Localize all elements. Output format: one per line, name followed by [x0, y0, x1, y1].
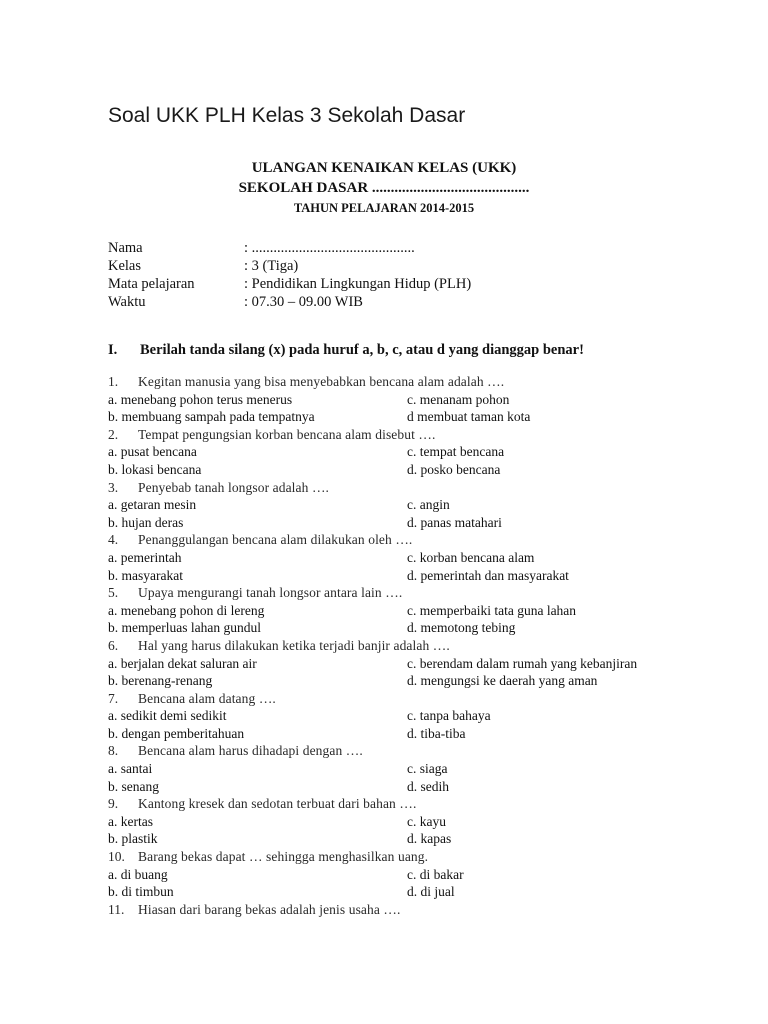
info-label: Nama — [108, 240, 143, 256]
option-c[interactable]: c. angin — [407, 497, 450, 513]
option-c[interactable]: c. memperbaiki tata guna lahan — [407, 602, 577, 618]
question-line — [108, 427, 688, 445]
question-number: 8. — [108, 743, 119, 759]
question-number: 6. — [108, 637, 119, 653]
question-text: Hal yang harus dilakukan ketika terjadi banjir adalah …. — [138, 637, 450, 653]
option-d[interactable]: d. tiba-tiba — [407, 725, 466, 741]
option-row — [108, 673, 688, 691]
option-row — [108, 656, 688, 674]
option-d[interactable]: d. panas matahari — [407, 514, 502, 530]
info-row-mata-pelajaran — [108, 276, 668, 294]
option-row — [108, 515, 688, 533]
question-text: Barang bekas dapat … sehingga menghasilkan uang. — [138, 849, 429, 865]
option-a[interactable]: a. berjalan dekat saluran air — [108, 655, 257, 671]
option-row — [108, 831, 688, 849]
question-number: 3. — [108, 479, 119, 495]
info-label: Mata pelajaran — [108, 276, 195, 292]
option-a[interactable]: a. santai — [108, 761, 153, 777]
info-row-nama — [108, 240, 668, 258]
option-a[interactable]: a. pemerintah — [108, 549, 182, 565]
question-text: Penyebab tanah longsor adalah …. — [138, 479, 330, 495]
option-row — [108, 814, 688, 832]
question-item — [108, 585, 688, 638]
question-text: Tempat pengungsian korban bencana alam disebut …. — [138, 426, 436, 442]
option-d[interactable]: d. memotong tebing — [407, 620, 516, 636]
option-b[interactable]: b. memperluas lahan gundul — [108, 620, 261, 636]
question-item — [108, 427, 688, 480]
option-row — [108, 761, 688, 779]
question-text: Penanggulangan bencana alam dilakukan oleh …. — [138, 532, 413, 548]
info-row-kelas — [108, 258, 668, 276]
academic-year: TAHUN PELAJARAN 2014-2015 — [293, 201, 475, 215]
option-c[interactable]: c. kayu — [407, 813, 446, 829]
exam-heading: ULANGAN KENAIKAN KELAS (UKK) — [251, 160, 517, 176]
question-line — [108, 743, 688, 761]
question-number: 4. — [108, 532, 119, 548]
question-line — [108, 902, 688, 920]
question-line — [108, 480, 688, 498]
question-text: Hiasan dari barang bekas adalah jenis usaha …. — [138, 901, 401, 917]
option-b[interactable]: b. lokasi bencana — [108, 461, 202, 477]
question-line — [108, 638, 688, 656]
info-value: : Pendidikan Lingkungan Hidup (PLH) — [244, 276, 472, 292]
option-b[interactable]: b. masyarakat — [108, 567, 183, 583]
info-value: : ............................................. — [244, 240, 415, 256]
option-row — [108, 603, 688, 621]
question-line — [108, 691, 688, 709]
question-number: 11. — [108, 901, 125, 917]
option-row — [108, 884, 688, 902]
option-d[interactable]: d. mengungsi ke daerah yang aman — [407, 673, 598, 689]
option-b[interactable]: b. berenang-renang — [108, 673, 213, 689]
question-item — [108, 532, 688, 585]
question-line — [108, 796, 688, 814]
question-item — [108, 743, 688, 796]
option-a[interactable]: a. sedikit demi sedikit — [108, 708, 227, 724]
option-c[interactable]: c. korban bencana alam — [407, 549, 535, 565]
option-b[interactable]: b. plastik — [108, 831, 158, 847]
option-row — [108, 779, 688, 797]
question-number: 5. — [108, 585, 119, 601]
info-label: Kelas — [108, 258, 142, 274]
section-number: I. — [108, 342, 118, 358]
option-b[interactable]: b. membuang sampah pada tempatnya — [108, 409, 315, 425]
question-line — [108, 849, 688, 867]
question-item — [108, 638, 688, 691]
option-row — [108, 620, 688, 638]
info-value: : 07.30 – 09.00 WIB — [244, 294, 363, 310]
document-title: Soal UKK PLH Kelas 3 Sekolah Dasar — [108, 104, 466, 127]
question-number: 2. — [108, 426, 119, 442]
section-text: Berilah tanda silang (x) pada huruf a, b, c, atau d yang dianggap benar! — [140, 342, 584, 358]
option-c[interactable]: c. tempat bencana — [407, 444, 505, 460]
question-list — [108, 374, 688, 919]
option-c[interactable]: c. di bakar — [407, 866, 464, 882]
question-item — [108, 796, 688, 849]
option-d[interactable]: d. pemerintah dan masyarakat — [407, 567, 569, 583]
option-d[interactable]: d. kapas — [407, 831, 452, 847]
option-a[interactable]: a. getaran mesin — [108, 497, 197, 513]
option-d[interactable]: d membuat taman kota — [407, 409, 531, 425]
question-item — [108, 480, 688, 533]
option-row — [108, 444, 688, 462]
option-a[interactable]: a. pusat bencana — [108, 444, 197, 460]
option-row — [108, 726, 688, 744]
option-row — [108, 392, 688, 410]
option-d[interactable]: d. di jual — [407, 884, 455, 900]
question-line — [108, 585, 688, 603]
option-row — [108, 708, 688, 726]
question-number: 9. — [108, 796, 119, 812]
question-text: Kegitan manusia yang bisa menyebabkan bencana alam adalah …. — [138, 374, 505, 389]
question-item — [108, 849, 688, 902]
option-b[interactable]: b. di timbun — [108, 884, 174, 900]
option-b[interactable]: b. hujan deras — [108, 514, 184, 530]
option-c[interactable]: c. siaga — [407, 761, 448, 777]
question-text: Upaya mengurangi tanah longsor antara lain …. — [138, 585, 403, 601]
option-b[interactable]: b. dengan pemberitahuan — [108, 725, 245, 741]
question-line — [108, 532, 688, 550]
option-c[interactable]: c. tanpa bahaya — [407, 708, 491, 724]
option-a[interactable]: a. kertas — [108, 813, 153, 829]
option-d[interactable]: d. sedih — [407, 778, 449, 794]
question-number: 10. — [108, 849, 125, 865]
question-number: 7. — [108, 690, 119, 706]
school-name-line: SEKOLAH DASAR .......................................... — [238, 180, 530, 196]
option-b[interactable]: b. senang — [108, 778, 159, 794]
student-info — [108, 240, 668, 312]
option-a[interactable]: a. di buang — [108, 866, 168, 882]
info-row-waktu — [108, 294, 668, 312]
question-line — [108, 374, 688, 392]
option-c[interactable]: c. berendam dalam rumah yang kebanjiran — [407, 655, 638, 671]
option-row — [108, 867, 688, 885]
option-d[interactable]: d. posko bencana — [407, 461, 501, 477]
option-row — [108, 568, 688, 586]
option-a[interactable]: a. menebang pohon terus menerus — [108, 391, 293, 407]
question-item — [108, 691, 688, 744]
option-c[interactable]: c. menanam pohon — [407, 391, 510, 407]
option-row — [108, 497, 688, 515]
info-label: Waktu — [108, 294, 146, 310]
question-item — [108, 902, 688, 920]
option-row — [108, 462, 688, 480]
question-text: Bencana alam datang …. — [138, 690, 276, 706]
question-number: 1. — [108, 374, 119, 389]
question-text: Kantong kresek dan sedotan terbuat dari bahan …. — [138, 796, 417, 812]
option-row — [108, 409, 688, 427]
option-row — [108, 550, 688, 568]
question-text: Bencana alam harus dihadapi dengan …. — [138, 743, 363, 759]
info-value: : 3 (Tiga) — [244, 258, 299, 274]
question-item — [108, 374, 688, 427]
option-a[interactable]: a. menebang pohon di lereng — [108, 602, 265, 618]
